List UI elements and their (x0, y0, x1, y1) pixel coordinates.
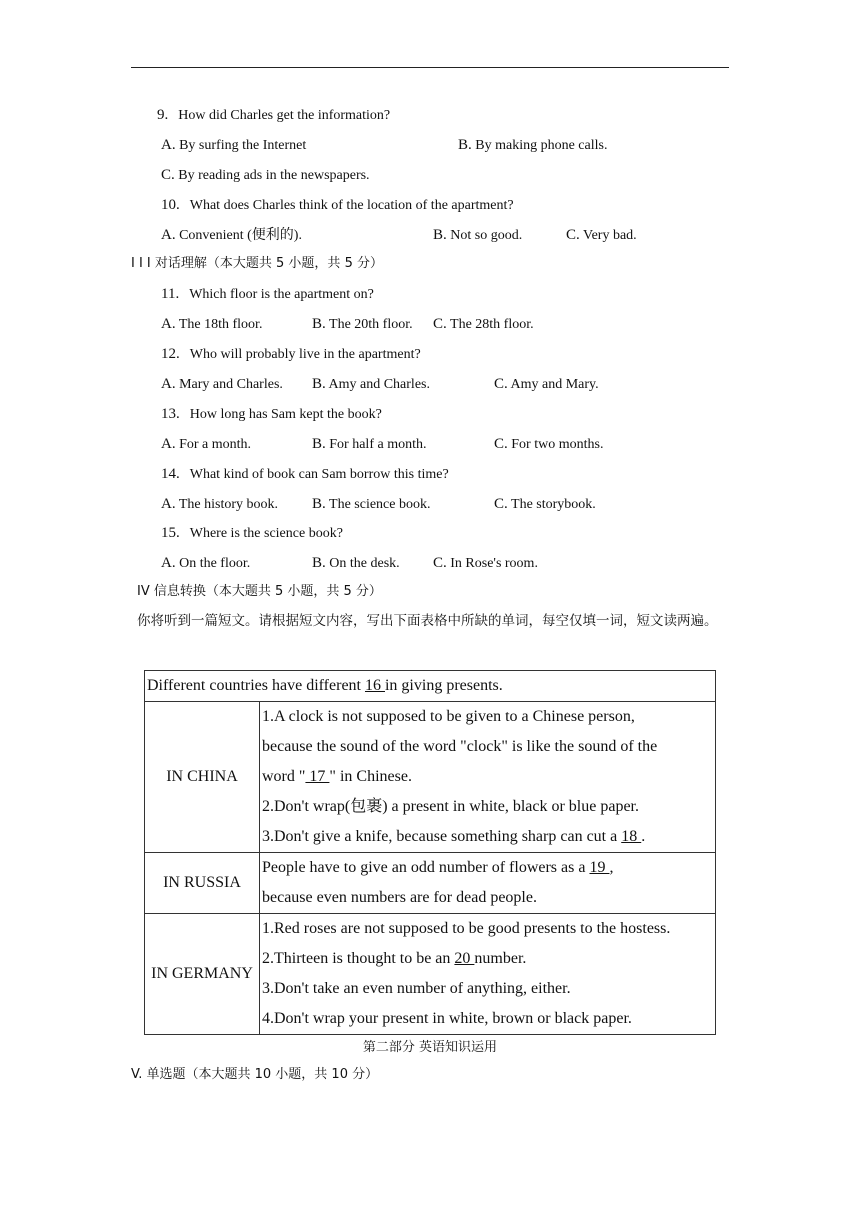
option-13c: C. For two months. (494, 436, 604, 452)
table-row (145, 671, 716, 702)
blank-16: 16 (364, 677, 385, 694)
table-row (145, 702, 716, 853)
blank-18: 18 (621, 828, 642, 845)
part-2-title: 第二部分 英语知识运用 (362, 1040, 498, 1055)
table-row (145, 914, 716, 1035)
option-15c: C. In Rose's room. (433, 555, 538, 571)
option-11a: A. The 18th floor. (161, 316, 263, 332)
country-cell-china: IN CHINA (145, 702, 260, 853)
option-12a: A. Mary and Charles. (161, 376, 283, 392)
question-11: 11. Which floor is the apartment on? (161, 286, 374, 302)
option-14c: C. The storybook. (494, 496, 596, 512)
question-number: 9. (157, 107, 169, 123)
info-table (144, 670, 716, 1035)
option-10c: C. Very bad. (566, 227, 637, 243)
question-10 (161, 196, 514, 215)
option-10b: B. Not so good. (433, 227, 523, 243)
option-15a: A. On the floor. (161, 555, 251, 571)
section-5-heading: V. 单选题（本大题共 10 小题，共 10 分） (131, 1067, 379, 1082)
header-rule (131, 67, 729, 68)
content-cell-germany: 1.Red roses are not supposed to be good presents to the hostess. 2.Thirteen is thought to be an 20 number. 3.Don't take an even number of anything, either. 4.Don't wrap your present in white, brown or black paper. (260, 914, 716, 1035)
question-15: 15. Where is the science book? (161, 525, 343, 541)
question-14: 14. What kind of book can Sam borrow this time? (161, 466, 449, 482)
option-13a: A. For a month. (161, 436, 252, 452)
option-9a: A. By surfing the Internet (161, 137, 307, 153)
section-3-heading: I I I 对话理解（本大题共 5 小题，共 5 分） (131, 256, 383, 271)
section-4-instructions: 你将听到一篇短文。请根据短文内容，写出下面表格中所缺的单词，每空仅填一词，短文读两遍。 (137, 613, 718, 629)
country-cell-germany: IN GERMANY (145, 914, 260, 1035)
option-9b: B. By making phone calls. (458, 137, 608, 153)
option-10a: A. Convenient (便利的). (161, 227, 302, 243)
option-13b: B. For half a month. (312, 436, 427, 452)
option-14a: A. The history book. (161, 496, 278, 512)
question-text: How did Charles get the information? (178, 108, 391, 123)
section-4-heading: IV 信息转换（本大题共 5 小题，共 5 分） (137, 584, 382, 599)
option-14b: B. The science book. (312, 496, 431, 512)
option-15b: B. On the desk. (312, 555, 400, 571)
option-12c: C. Amy and Mary. (494, 376, 599, 392)
blank-19: 19 (589, 859, 610, 876)
blank-20: 20 (454, 950, 475, 967)
question-9 (157, 106, 390, 125)
blank-17: 17 (305, 768, 330, 785)
question-number: 10. (161, 197, 180, 213)
content-cell-russia: People have to give an odd number of flowers as a 19 , because even numbers are for dead people. (260, 853, 716, 914)
question-12: 12. Who will probably live in the apartment? (161, 346, 421, 362)
option-11b: B. The 20th floor. (312, 316, 413, 332)
option-12b: B. Amy and Charles. (312, 376, 430, 392)
question-13: 13. How long has Sam kept the book? (161, 406, 382, 422)
option-11c: C. The 28th floor. (433, 316, 534, 332)
table-row (145, 853, 716, 914)
option-9c: C. By reading ads in the newspapers. (161, 167, 370, 183)
table-header-cell: Different countries have different 16 in giving presents. (145, 671, 716, 702)
content-cell-china: 1.A clock is not supposed to be given to a Chinese person, because the sound of the word "clock" is like the sound of the word " 17 " in Chinese. 2.Don't wrap(包裹) a present in white, black or blue paper. 3.Don't give a knife, because something sharp can cut a 18 . (260, 702, 716, 853)
question-text: What does Charles think of the location of the apartment? (189, 198, 514, 213)
country-cell-russia: IN RUSSIA (145, 853, 260, 914)
